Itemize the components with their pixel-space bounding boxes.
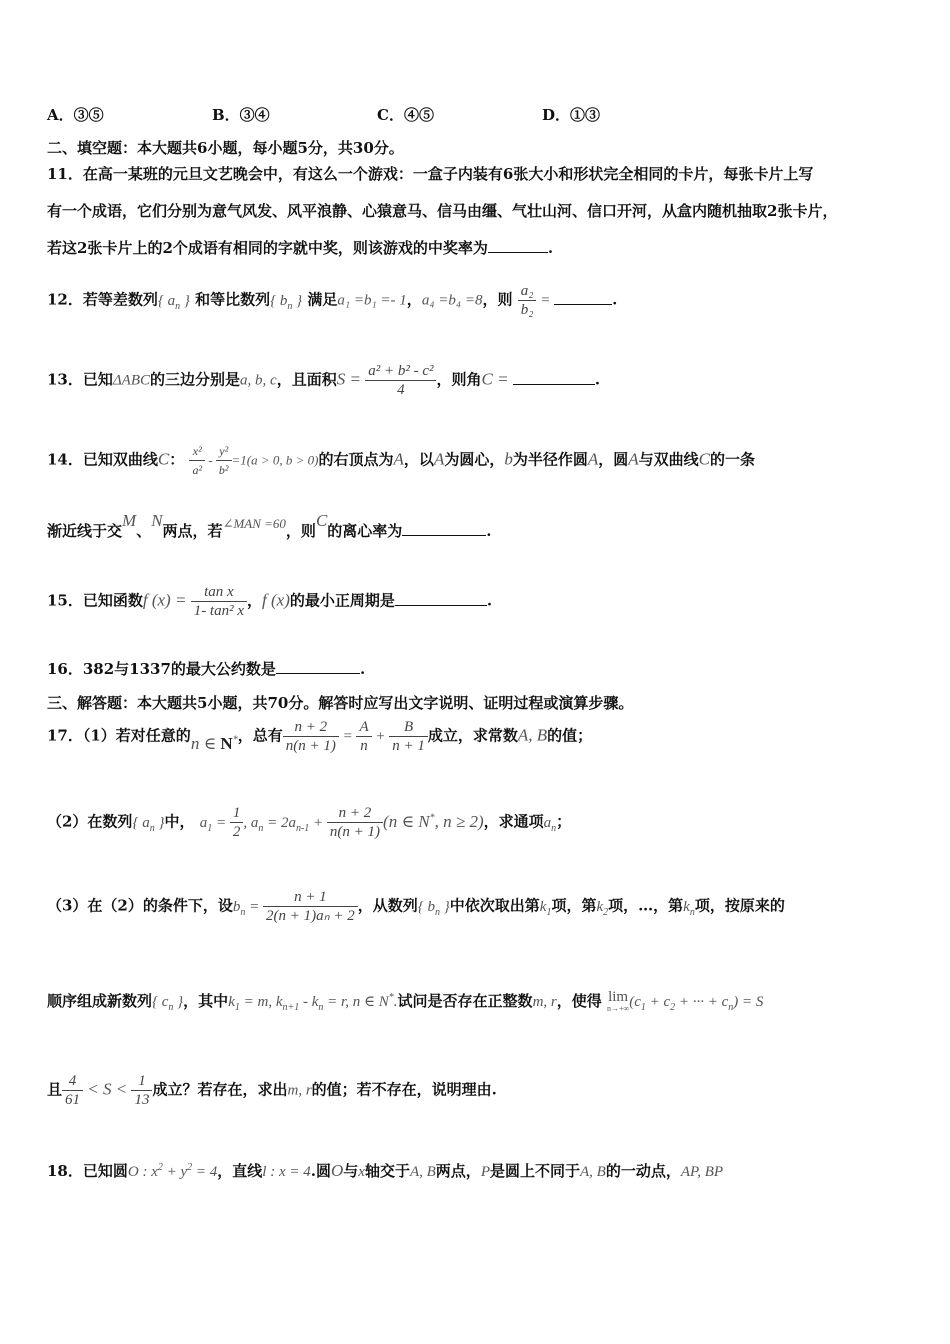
q17-an: $a_n$ [543, 814, 557, 834]
q14-line1: 14．已知双曲线C： $\frac{\text{x²}}{\text{a²}}$ - $\frac{\text{y²}}{\text{b²}}$ =1(a > 0, b > 0)的右顶点为A，以A为圆心，b为半径作圆A，圆A与双曲线C的一条 [47, 444, 756, 477]
q17-bn: $b_n$ = [232, 898, 264, 918]
q17-bn-frac [263, 888, 358, 925]
q12-frac-den: b₂ [518, 300, 537, 319]
q18-text-7: 是圆上不同于 [489, 1162, 580, 1180]
q15-text-1: 15．已知函数 [47, 591, 143, 610]
q13-angle-c: C = [481, 369, 513, 389]
q12-cond-2: a₄ =b₄ =8 [421, 292, 483, 309]
q17-n-in-N: n ∈ N* [190, 733, 238, 753]
q14-curve-c3: C [315, 511, 328, 530]
q14-text-7: ，圆 [598, 450, 629, 469]
q14-line2-c: 两点，若 [162, 522, 223, 540]
q13-text-2: 的三边分别是 [150, 370, 241, 389]
q16-answer-blank [276, 659, 360, 674]
q17-p3-text-2: ，从数列 [357, 896, 418, 915]
q17-frac-2-num: A [359, 719, 369, 735]
q17-k-condition: $k_1 = m$, $k_{n+1} - k_n = r$, n ∈ N*. [228, 992, 398, 1013]
q17-part3 [47, 888, 910, 925]
q11-answer-blank [488, 238, 548, 253]
q14-text-4: ，以 [403, 450, 434, 469]
q17-bound-high-den: 13 [131, 1090, 152, 1109]
q17-frac-1-den: n(n + 1) [283, 736, 339, 755]
q15-frac-num: tan x [204, 584, 234, 600]
q12-text-2: 和等比数列 [195, 290, 271, 309]
section-2-heading: 二、填空题：本大题共6小题，每小题5分，共30分。 [47, 139, 404, 157]
q17-a1: $a_1$ = [199, 814, 230, 834]
q17-p3-text-3: 中依次取出第 [449, 896, 540, 915]
q14-line2-a: 渐近线于交 [47, 522, 123, 540]
q14-circle-a: A [587, 449, 599, 469]
q13-fraction [365, 362, 436, 399]
q11-line2: 有一个成语，它们分别为意气风发、风平浪静、心猿意马、信马由缰、气壮山河、信口开河，从盒内随机抽取2张卡片， [47, 202, 838, 220]
q14-line2-e: 的离心率为 [327, 522, 403, 540]
q14-angle: ∠MAN =60 [222, 516, 286, 531]
q12: 12．若等差数列{ $a_n$ } 和等比数列{ $b_n$ } 满足a₁ =b₁ =- 1，a₄ =b₄ =8，则 $\frac{\text{a₂}}{\text{b₂}}$ = . [47, 283, 618, 318]
q17-half [230, 804, 244, 841]
q13-text-3: ，且面积 [276, 370, 337, 389]
q12-text-3: 满足 [307, 290, 338, 309]
q17-frac-1-num: n + 2 [294, 719, 328, 735]
q17-frac-2 [356, 718, 371, 755]
q11-text: 若这2张卡片上的2个成语有相同的字就中奖，则该游戏的中奖率为 [47, 239, 488, 257]
q17-p4-text-3: 试问是否存在正整数 [397, 992, 533, 1010]
q17-frac-3-num: B [403, 719, 414, 735]
option-c: C．④⑤ [377, 106, 434, 124]
q17-p4-text-1: 顺序组成新数列 [47, 992, 153, 1010]
q12-cond-1: a₁ =b₁ =- 1 [337, 292, 407, 309]
q14-text-9: 的一条 [710, 450, 756, 469]
q12-text-1: 12．若等差数列 [47, 290, 158, 309]
q13: 13．已知ΔABC的三边分别是a, b, c，且面积S = $\frac{\text{a² + b² - c²}}{4}$ ，则角C = . [47, 363, 601, 398]
q18-line: l : x = 4 [262, 1164, 311, 1180]
q17-bn-frac-den: 2(n + 1)aₙ + 2 [263, 906, 358, 925]
q17-rec-frac-num: n + 2 [338, 805, 372, 821]
q13-text-4: ，则角 [436, 370, 482, 389]
q14-curve-c: C [157, 449, 170, 469]
option-a: A．③⑤ [47, 106, 104, 124]
option-d: D．①③ [542, 106, 601, 124]
q18-o: O [330, 1161, 344, 1180]
q17-p3-text-5: 项，…，第 [608, 896, 684, 915]
q17-frac-2-den: n [356, 736, 371, 755]
option-b: B．③④ [212, 106, 270, 124]
q17-rec-frac-den: n(n + 1) [327, 822, 383, 841]
q15-fx2: f (x) [262, 590, 290, 610]
q13-triangle: ΔABC [112, 372, 151, 389]
q17-frac-3 [389, 718, 428, 755]
q17-seq-a: { $a_n$ } [132, 814, 165, 834]
q15-fraction [191, 583, 247, 620]
q17-rec-frac [327, 804, 383, 841]
q17-p2-text-1: （2）在数列 [47, 812, 133, 831]
q11-line3: 若这2张卡片上的2个成语有相同的字就中奖，则该游戏的中奖率为 . [47, 239, 554, 257]
q17-k2: $k_2$ [596, 898, 609, 918]
q14-text-1: 14．已知双曲线 [47, 450, 158, 469]
q17-limit: lim n→+∞ ($c_1 + c_2$ + ··· + $c_n) = S$ [606, 988, 764, 1013]
q17-mr: m, r [532, 994, 557, 1010]
q12-answer-blank [554, 290, 612, 305]
q14-center-a: A [433, 449, 445, 469]
q14-point-m: M [122, 511, 137, 530]
q17-frac-3-den: n + 1 [389, 736, 428, 755]
q12-fraction [518, 282, 537, 319]
q18 [47, 1160, 910, 1181]
q14-point-n: N [151, 511, 163, 530]
q15-fx: f (x) = [142, 590, 191, 610]
q17-k1: $k_1$ [539, 898, 552, 918]
q17-bound-high [131, 1072, 152, 1109]
q17-bound-low-den: 61 [62, 1090, 83, 1109]
q12-frac-num: a₂ [520, 283, 534, 299]
q14-point-a: A [393, 449, 404, 469]
q18-text-1: 18．已知圆 [47, 1162, 128, 1180]
q13-frac-num: a² + b² - c² [368, 363, 434, 379]
q17-bound-low [62, 1072, 83, 1109]
q18-text-2: ，直线 [217, 1162, 263, 1180]
q17-p5-text-1: 且 [47, 1080, 63, 1099]
q18-text-3: .圆 [310, 1162, 331, 1180]
q14-radius-b: b [504, 449, 513, 469]
q17-p3-text-6: 项，按原来的 [694, 896, 785, 915]
q18-x-axis: x [358, 1164, 365, 1180]
q17-p2-text-3: ，求通项 [483, 812, 544, 831]
q17-p1-text-2: ，总有 [237, 726, 283, 745]
q16-text: 16．382与1337的最大公约数是 [47, 660, 276, 678]
q18-ab: A, B [409, 1164, 436, 1180]
q17-p5-text-2: 成立？若存在，求出 [152, 1080, 288, 1099]
q17-p1-text-3: 成立，求常数 [427, 726, 518, 745]
q17-bn-frac-num: n + 1 [294, 889, 327, 905]
q16: 16．382与1337的最大公约数是 . [47, 660, 366, 678]
q14-text-5: 为圆心， [444, 450, 505, 469]
q18-text-8: 的一动点， [605, 1162, 681, 1180]
q17-constants: A, B [517, 725, 548, 745]
q13-area-symbol: S = [336, 369, 366, 389]
section-3-heading: 三、解答题：本大题共5小题，共70分。解答时应写出文字说明、证明过程或演算步骤。 [47, 694, 634, 712]
q17-inequality: < S < [83, 1079, 132, 1099]
q17-seq-c: { $c_n$ } [152, 994, 184, 1013]
q18-ab2: A, B [580, 1164, 606, 1180]
q15-text-2: ， [247, 591, 263, 610]
q17-kn: $k_n$ [683, 898, 695, 918]
q17-bound-low-num: 4 [68, 1073, 77, 1089]
q13-text-1: 13．已知 [47, 370, 113, 389]
q12-text-4: ，则 [482, 290, 513, 309]
q17-p3-text-4: 项，第 [551, 896, 597, 915]
q14-answer-blank [402, 521, 486, 536]
q18-text-5: 轴交于 [364, 1162, 410, 1180]
q14-curve-c2: C [698, 449, 711, 469]
q13-answer-blank [513, 370, 595, 385]
q14-text-6: 为半径作圆 [512, 450, 588, 469]
q14-condition: =1(a > 0, b > 0) [231, 452, 319, 468]
q17-part1: 17．（1）若对任意的n ∈ N*，总有 $\frac{n + 2}{n(n + 1)}$ = $\frac{A}{n}$ + $\frac{B}{n + 1}$ 成立，求常数A, B的值； [47, 719, 593, 754]
q18-text-4: 与 [343, 1162, 359, 1180]
q15-frac-den: 1- tan² x [191, 601, 247, 620]
q14-line2-b: 、 [136, 522, 152, 540]
q14-text-2: ： [169, 450, 185, 469]
q18-ap-bp: AP, BP [680, 1164, 724, 1180]
q15-text-3: 的最小正周期是 [289, 591, 395, 610]
q14-text-8: 与双曲线 [638, 450, 699, 469]
q14-frac-x: $\frac{\text{x²}}{\text{a²}}$ [189, 442, 205, 479]
q12-seq-b: { $b_n$ } [270, 292, 303, 312]
q17-part2 [47, 804, 910, 841]
q18-text-6: 两点， [435, 1162, 481, 1180]
q13-sides: a, b, c [240, 372, 277, 389]
q17-domain: (n ∈ N*, n ≥ 2) [383, 811, 484, 831]
q12-sep: ， [406, 290, 422, 309]
q14-text-3: 的右顶点为 [318, 450, 394, 469]
q14-line2-d: ，则 [285, 522, 316, 540]
q14-circle-a2: A [628, 449, 639, 469]
q12-seq-a: { $a_n$ } [157, 292, 190, 312]
q17-half-num: 1 [232, 805, 241, 821]
q18-circle: O : $x^2 + y^2 = 4$ [127, 1162, 218, 1180]
q11-line1: 11．在高一某班的元旦文艺晚会中，有这么一个游戏：一盒子内装有6张大小和形状完全相同的卡片，每张卡片上写 [47, 165, 814, 183]
q17-bound-high-num: 1 [138, 1073, 146, 1089]
q17-p1-text-4: 的值； [547, 726, 593, 745]
q17-half-den: 2 [230, 822, 244, 841]
q17-p1-text-1: 17．（1）若对任意的 [47, 726, 191, 745]
q17-p5-text-3: 的值；若不存在，说明理由. [311, 1080, 497, 1099]
q17-p4-text-2: ，其中 [183, 992, 229, 1010]
q14-frac-y: $\frac{\text{y²}}{\text{b²}}$ [216, 442, 232, 479]
q18-p: P [480, 1164, 490, 1180]
q17-frac-1 [283, 718, 339, 755]
q14-line2: 渐近线于交M、N两点，若∠MAN =60，则C的离心率为 . [47, 511, 492, 540]
q17-p2-text-4: ； [556, 812, 572, 831]
q17-p2-text-2: 中， [164, 812, 195, 831]
q17-part5 [47, 1072, 910, 1109]
q17-mr2: m, r [287, 1082, 312, 1099]
q15: 15．已知函数f (x) = $\frac{\text{tan x}}{\text{1- tan² x}}$ ，f (x)的最小正周期是 . [47, 584, 493, 619]
q13-frac-den: 4 [365, 380, 436, 399]
q17-seq-b: { $b_n$ } [417, 898, 450, 918]
q15-answer-blank [395, 591, 487, 606]
q17-recurrence: , $a_n = 2a_{n-1}$ + [243, 814, 327, 834]
q17-p3-text-1: （3）在（2）的条件下，设 [47, 896, 233, 915]
q17-p4-text-4: ，使得 [556, 992, 602, 1010]
q17-part4 [47, 990, 910, 1015]
